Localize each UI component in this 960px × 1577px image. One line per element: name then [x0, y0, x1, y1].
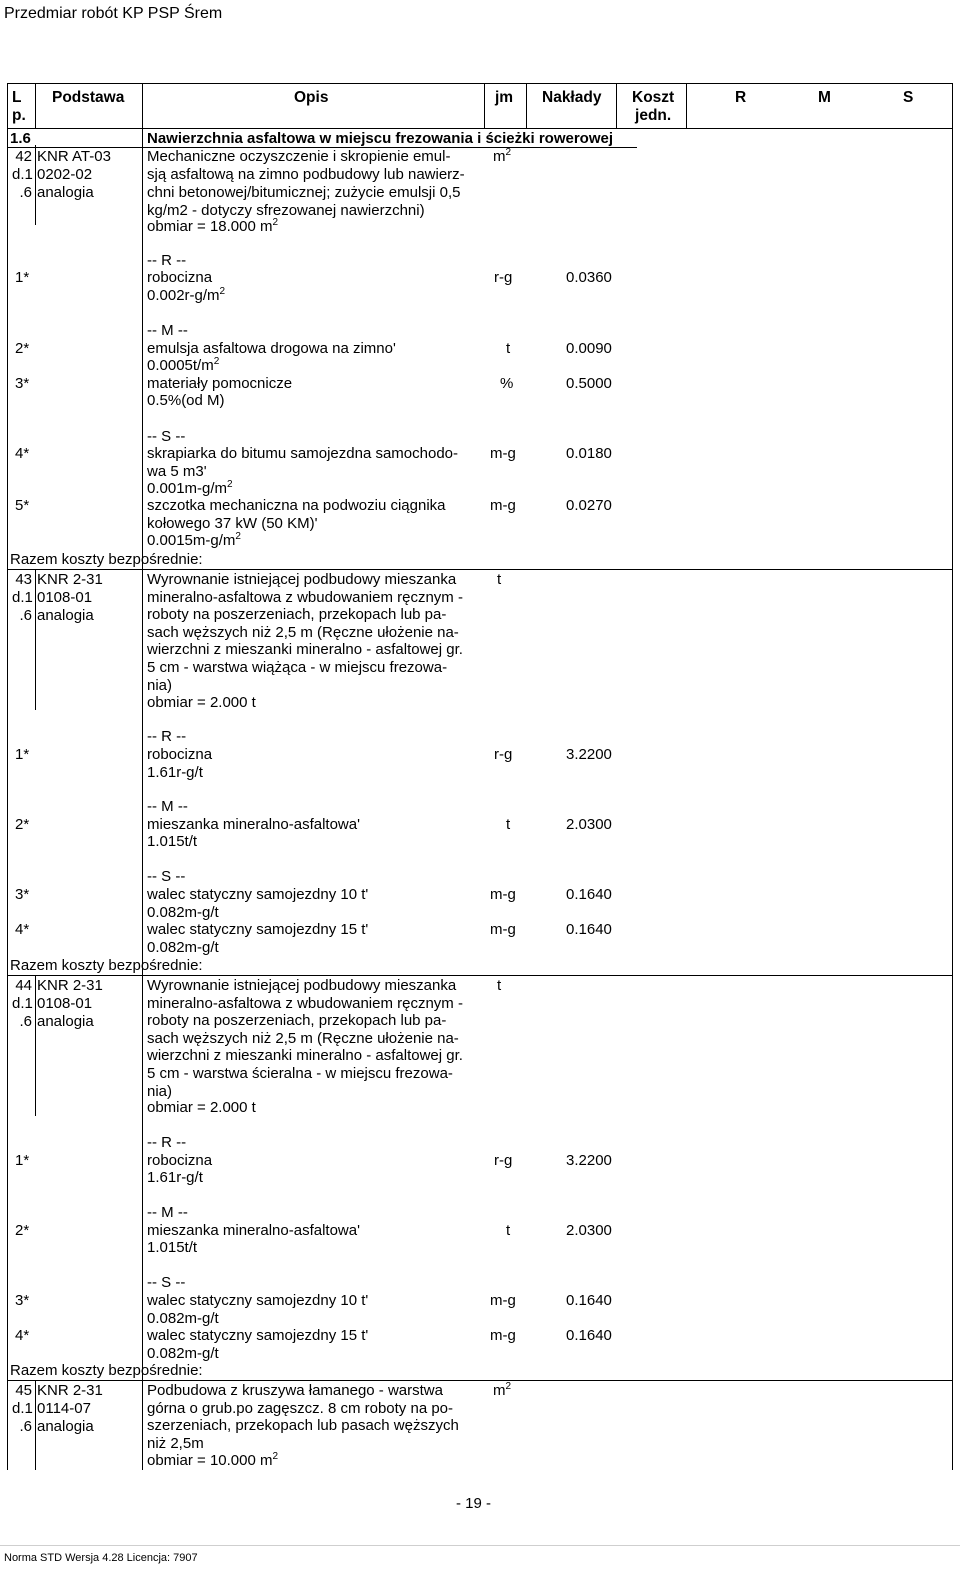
pos44-r-heading: -- R -- [147, 1134, 187, 1151]
pos42-s5-lp: 5* [15, 497, 30, 514]
footer-separator [0, 1545, 960, 1546]
header-koszt: Koszt jedn. [632, 89, 675, 124]
page-number: - 19 - [456, 1495, 492, 1512]
pos44-r1-jm: r-g [494, 1152, 513, 1169]
pos43-r1-norm: 1.61r-g/t [147, 764, 203, 781]
pos43-s3-norm: 0.082m-g/t [147, 904, 219, 921]
section-title: Nawierzchnia asfaltowa w miejscu frezowania i ścieżki rowerowej [147, 130, 614, 147]
pos42-unit: $m^2$ [493, 147, 512, 165]
col-border-jm-hdr [526, 83, 527, 128]
pos44-razem: Razem koszty bezpośrednie: [10, 1362, 203, 1379]
pos43-podstawa: KNR 2-31 0108-01 analogia [37, 571, 103, 624]
pos42-r1-lp: 1* [15, 269, 30, 286]
pos44-r1-value: 3.2200 [566, 1152, 612, 1169]
pos44-divider [7, 1380, 952, 1381]
pos42-r1-jm: r-g [494, 269, 513, 286]
section-number: 1.6 [10, 130, 31, 147]
header-r: R [735, 89, 747, 106]
pos44-lp: 44 d.1 .6 [12, 977, 33, 1030]
col-border-podstawa [142, 83, 143, 1470]
pos44-m2-name: mieszanka mineralno-asfaltowa' [147, 1222, 360, 1239]
pos45-description: Podbudowa z kruszywa łamanego - warstwa górna o grub.po zagęszcz. 8 cm roboty na po- szerzeniach, przekopach lub pasach węższych niż 2,5m [147, 1382, 459, 1452]
pos45-lp: 45 d.1 .6 [12, 1382, 33, 1435]
pos44-unit: t [497, 977, 502, 994]
pos43-s3-value: 0.1640 [566, 886, 612, 903]
pos42-m2-lp: 2* [15, 340, 30, 357]
header-podstawa: Podstawa [52, 89, 125, 106]
pos42-m3-lp: 3* [15, 375, 30, 392]
pos42-s5-norm: $0.0015m-g/m^2$ [147, 531, 241, 549]
pos42-obmiar: obmiar = 18.000 $m^2$ [147, 217, 279, 235]
pos43-m2-name: mieszanka mineralno-asfaltowa' [147, 816, 360, 833]
pos43-description: Wyrownanie istniejącej podbudowy mieszanka mineralno-asfaltowa z wbudowaniem ręcznym - roboty na poszerzeniach, przekopach lub pa- sach węższych niż 2,5 m (Ręczne ułożenie na- wierzchni z mieszanki mineralno - asfaltowej gr. 5 cm - warstwa wiążąca - w miejscu frezowa- nia) [147, 571, 463, 694]
pos42-m3-jm: % [500, 375, 514, 392]
pos42-s4-norm: $0.001m-g/m^2$ [147, 479, 233, 497]
pos42-s4-value: 0.0180 [566, 445, 612, 462]
pos42-r1-value: 0.0360 [566, 269, 612, 286]
pos44-m2-norm: 1.015t/t [147, 1239, 198, 1256]
pos42-razem: Razem koszty bezpośrednie: [10, 551, 203, 568]
pos45-unit: $m^2$ [493, 1381, 512, 1399]
pos43-m2-norm: 1.015t/t [147, 833, 198, 850]
pos42-s5-jm: m-g [490, 497, 516, 514]
pos43-m2-jm: t [506, 816, 511, 833]
pos43-s4-jm: m-g [490, 921, 516, 938]
pos43-s3-lp: 3* [15, 886, 30, 903]
col-border-right [952, 83, 953, 1470]
pos43-r1-value: 3.2200 [566, 746, 612, 763]
pos42-s4-name: skrapiarka do bitumu samojezdna samochodo- wa 5 m3' [147, 445, 458, 480]
pos42-m2-value: 0.0090 [566, 340, 612, 357]
pos44-s4-value: 0.1640 [566, 1327, 612, 1344]
pos43-lp: 43 d.1 .6 [12, 571, 33, 624]
col-border-left [7, 83, 8, 1470]
pos44-m2-value: 2.0300 [566, 1222, 612, 1239]
pos44-m2-lp: 2* [15, 1222, 30, 1239]
pos42-s-heading: -- S -- [147, 428, 186, 445]
col-border-koszt-hdr [686, 83, 687, 128]
pos42-r1-name: robocizna [147, 269, 213, 286]
page-title: Przedmiar robót KP PSP Śrem [4, 5, 223, 22]
col-border-lp-43 [35, 570, 36, 710]
pos44-s4-norm: 0.082m-g/t [147, 1345, 219, 1362]
header-s: S [903, 89, 914, 106]
pos43-r1-lp: 1* [15, 746, 30, 763]
pos45-obmiar: obmiar = 10.000 $m^2$ [147, 1451, 279, 1469]
pos43-unit: t [497, 571, 502, 588]
pos44-s4-name: walec statyczny samojezdny 15 t' [147, 1327, 369, 1344]
pos42-s5-name: szczotka mechaniczna na podwoziu ciągnika kołowego 37 kW (50 KM)' [147, 497, 446, 532]
pos43-divider [7, 975, 952, 976]
pos43-s-heading: -- S -- [147, 868, 186, 885]
pos42-m2-jm: t [506, 340, 511, 357]
pos43-r1-jm: r-g [494, 746, 513, 763]
pos42-s5-value: 0.0270 [566, 497, 612, 514]
pos45-podstawa: KNR 2-31 0114-07 analogia [37, 1382, 103, 1435]
pos43-m2-value: 2.0300 [566, 816, 612, 833]
col-border-lp-44 [35, 976, 36, 1116]
pos43-razem: Razem koszty bezpośrednie: [10, 957, 203, 974]
pos42-divider [7, 569, 952, 570]
pos43-s4-name: walec statyczny samojezdny 15 t' [147, 921, 369, 938]
header-m: M [818, 89, 831, 106]
pos44-s3-name: walec statyczny samojezdny 10 t' [147, 1292, 369, 1309]
pos42-m2-norm: $0.0005t/m^2$ [147, 356, 220, 374]
pos43-s3-name: walec statyczny samojezdny 10 t' [147, 886, 369, 903]
header-opis: Opis [294, 89, 329, 106]
pos44-r1-name: robocizna [147, 1152, 213, 1169]
pos44-podstawa: KNR 2-31 0108-01 analogia [37, 977, 103, 1030]
header-naklady: Nakłady [542, 89, 602, 106]
pos44-m-heading: -- M -- [147, 1204, 188, 1221]
pos44-s3-value: 0.1640 [566, 1292, 612, 1309]
pos44-s3-lp: 3* [15, 1292, 30, 1309]
col-border-naklady-hdr [616, 83, 617, 128]
pos44-r1-lp: 1* [15, 1152, 30, 1169]
header-jm: jm [495, 89, 514, 106]
pos42-r1-norm: $0.002r-g/m^2$ [147, 286, 226, 304]
pos42-lp: 42 d.1 .6 [12, 148, 33, 201]
col-border-lp-hdr [35, 83, 36, 128]
pos42-m3-norm: 0.5%(od M) [147, 392, 225, 409]
pos43-s4-lp: 4* [15, 921, 30, 938]
footer-license: Norma STD Wersja 4.28 Licencja: 7907 [4, 1552, 198, 1564]
pos42-r-heading: -- R -- [147, 252, 187, 269]
pos43-s4-value: 0.1640 [566, 921, 612, 938]
col-border-lp-42 [35, 145, 36, 225]
pos42-podstawa: KNR AT-03 0202-02 analogia [37, 148, 111, 201]
pos43-s4-norm: 0.082m-g/t [147, 939, 219, 956]
pos43-m2-lp: 2* [15, 816, 30, 833]
pos44-s3-norm: 0.082m-g/t [147, 1310, 219, 1327]
pos42-m-heading: -- M -- [147, 322, 188, 339]
pos42-m3-name: materiały pomocnicze [147, 375, 293, 392]
pos43-s3-jm: m-g [490, 886, 516, 903]
pos44-description: Wyrownanie istniejącej podbudowy mieszanka mineralno-asfaltowa z wbudowaniem ręcznym - roboty na poszerzeniach, przekopach lub pa- sach węższych niż 2,5 m (Ręczne ułożenie na- wierzchni z mieszanki mineralno - asfaltowej gr. 5 cm - warstwa ścieralna - w miejscu frezowa- nia) [147, 977, 463, 1100]
pos44-s-heading: -- S -- [147, 1274, 186, 1291]
pos44-m2-jm: t [506, 1222, 511, 1239]
pos42-m2-name: emulsja asfaltowa drogowa na zimno' [147, 340, 396, 357]
pos44-s3-jm: m-g [490, 1292, 516, 1309]
pos43-r1-name: robocizna [147, 746, 213, 763]
pos42-description: Mechaniczne oczyszczenie i skropienie emul- sją asfaltową na zimno podbudowy lub nawierz- chni betonowej/bitumicznej; zużycie emulsji 0,5 kg/m2 - dotyczy sfrezowanej nawierzchni) [147, 148, 465, 219]
pos42-m3-value: 0.5000 [566, 375, 612, 392]
pos44-s4-jm: m-g [490, 1327, 516, 1344]
pos43-obmiar: obmiar = 2.000 t [147, 694, 256, 711]
col-border-lp-45 [35, 1381, 36, 1470]
header-lp: L p. [12, 89, 26, 124]
pos43-r-heading: -- R -- [147, 728, 187, 745]
pos43-m-heading: -- M -- [147, 798, 188, 815]
pos42-s4-jm: m-g [490, 445, 516, 462]
col-border-opis-hdr [484, 83, 485, 128]
pos44-r1-norm: 1.61r-g/t [147, 1169, 203, 1186]
pos44-obmiar: obmiar = 2.000 t [147, 1099, 256, 1116]
table-top-border [7, 83, 952, 84]
header-bottom-border [7, 128, 952, 129]
pos44-s4-lp: 4* [15, 1327, 30, 1344]
pos42-s4-lp: 4* [15, 445, 30, 462]
